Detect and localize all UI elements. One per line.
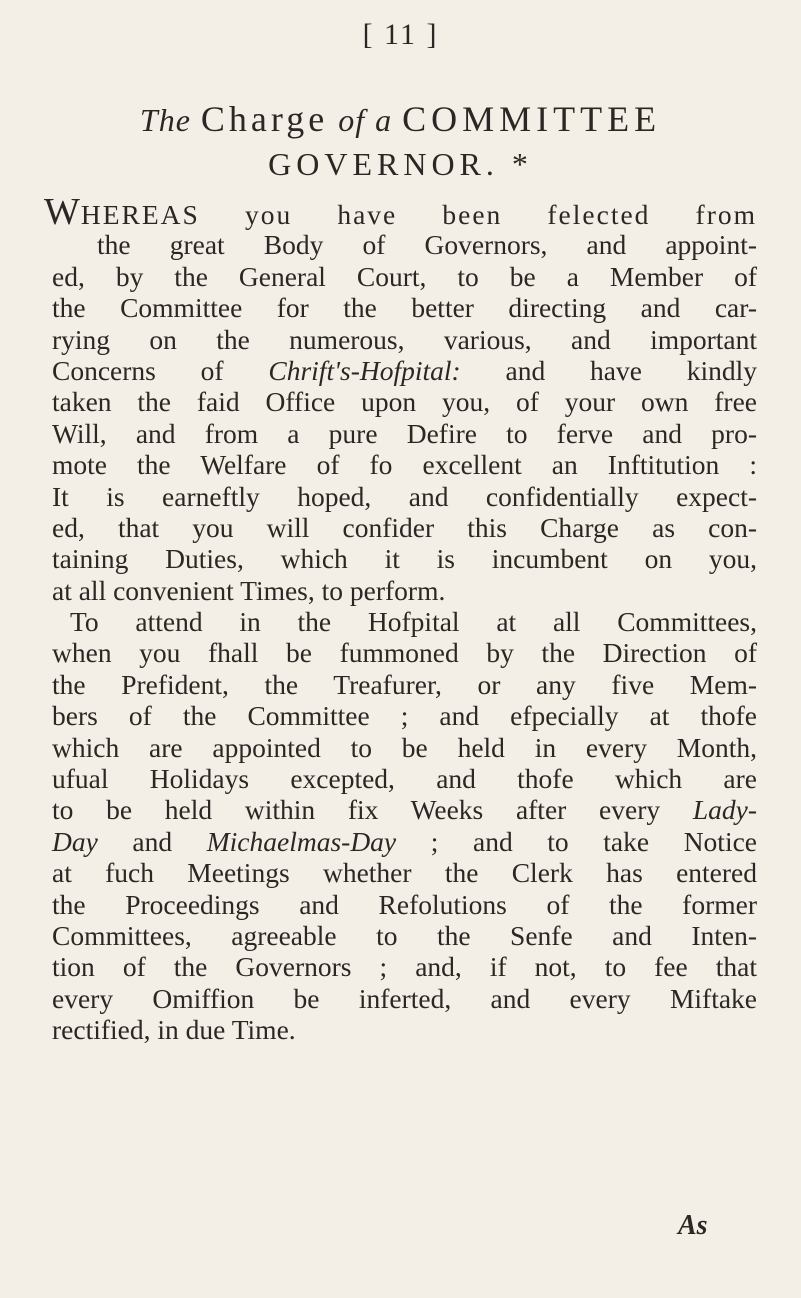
- text-line: at fuch Meetings whether the Clerk has entered: [52, 857, 757, 889]
- text-line: It is earneftly hoped, and confidentially expect-: [52, 480, 757, 512]
- title-committee: COMMITTEE: [402, 99, 662, 139]
- text-span: HEREAS you have been felected from: [80, 199, 757, 230]
- text-line: the Prefident, the Treafurer, or any five Mem-: [52, 668, 757, 700]
- text-line: the great Body of Governors, and appoint-: [97, 229, 757, 261]
- text-line: To attend in the Hofpital at all Committees,: [70, 606, 757, 638]
- text-line: taken the faid Office upon you, of your own free: [52, 386, 757, 418]
- text-line: Committees, agreeable to the Senfe and Inten-: [52, 919, 757, 951]
- text-line: bers of the Committee ; and efpecially at thofe: [52, 700, 757, 732]
- text-line: the Committee for the better directing and car-: [52, 292, 757, 324]
- text-line: ed, that you will confider this Charge as con-: [52, 511, 757, 543]
- title-line-1: [0, 98, 801, 140]
- text-line: Will, and from a pure Defire to ferve and pro-: [52, 417, 757, 449]
- text-line: which are appointed to be held in every Month,: [52, 731, 757, 763]
- text-line: tion of the Governors ; and, if not, to fee that: [52, 951, 757, 983]
- text-line: at all convenient Times, to perform.: [52, 574, 446, 606]
- italic-phrase: Michaelmas-Day: [206, 825, 397, 857]
- text-line-with-italic: Concerns of Chrift's-Hofpital: and have kindly: [52, 354, 757, 386]
- text-line: taining Duties, which it is incumbent on you,: [52, 543, 757, 575]
- title-a: a: [375, 102, 393, 138]
- text-line: the Proceedings and Refolutions of the former: [52, 888, 757, 920]
- text-line: rying on the numerous, various, and important: [52, 323, 757, 355]
- body-text: [44, 191, 757, 1046]
- text-line: [44, 191, 757, 233]
- italic-phrase: Lady-: [692, 794, 757, 826]
- text-line-with-italic: Day and Michaelmas-Day ; and to take Notice: [52, 825, 757, 857]
- text-line: ed, by the General Court, to be a Member of: [52, 260, 757, 292]
- page-number: [ 11 ]: [362, 18, 439, 51]
- catchword: As: [678, 1210, 708, 1241]
- italic-phrase: Day: [52, 825, 98, 857]
- title-of: of: [338, 102, 366, 138]
- text-line: ufual Holidays excepted, and thofe which are: [52, 763, 757, 795]
- title-the: The: [139, 102, 191, 138]
- title-line-2: GOVERNOR. *: [268, 146, 533, 182]
- title-charge: Charge: [200, 99, 329, 139]
- italic-phrase: -Hofpital:: [350, 354, 461, 386]
- text-line: mote the Welfare of fo excellent an Inftitution :: [52, 449, 757, 481]
- italic-phrase: Chrift's: [268, 354, 351, 386]
- text-line-with-italic: to be held within fix Weeks after every Lady-: [52, 794, 757, 826]
- drop-capital: W: [44, 191, 81, 233]
- text-line: when you fhall be fummoned by the Direction of: [52, 637, 757, 669]
- text-line: rectified, in due Time.: [52, 1014, 296, 1046]
- text-line: every Omiffion be inferted, and every Miftake: [52, 982, 757, 1014]
